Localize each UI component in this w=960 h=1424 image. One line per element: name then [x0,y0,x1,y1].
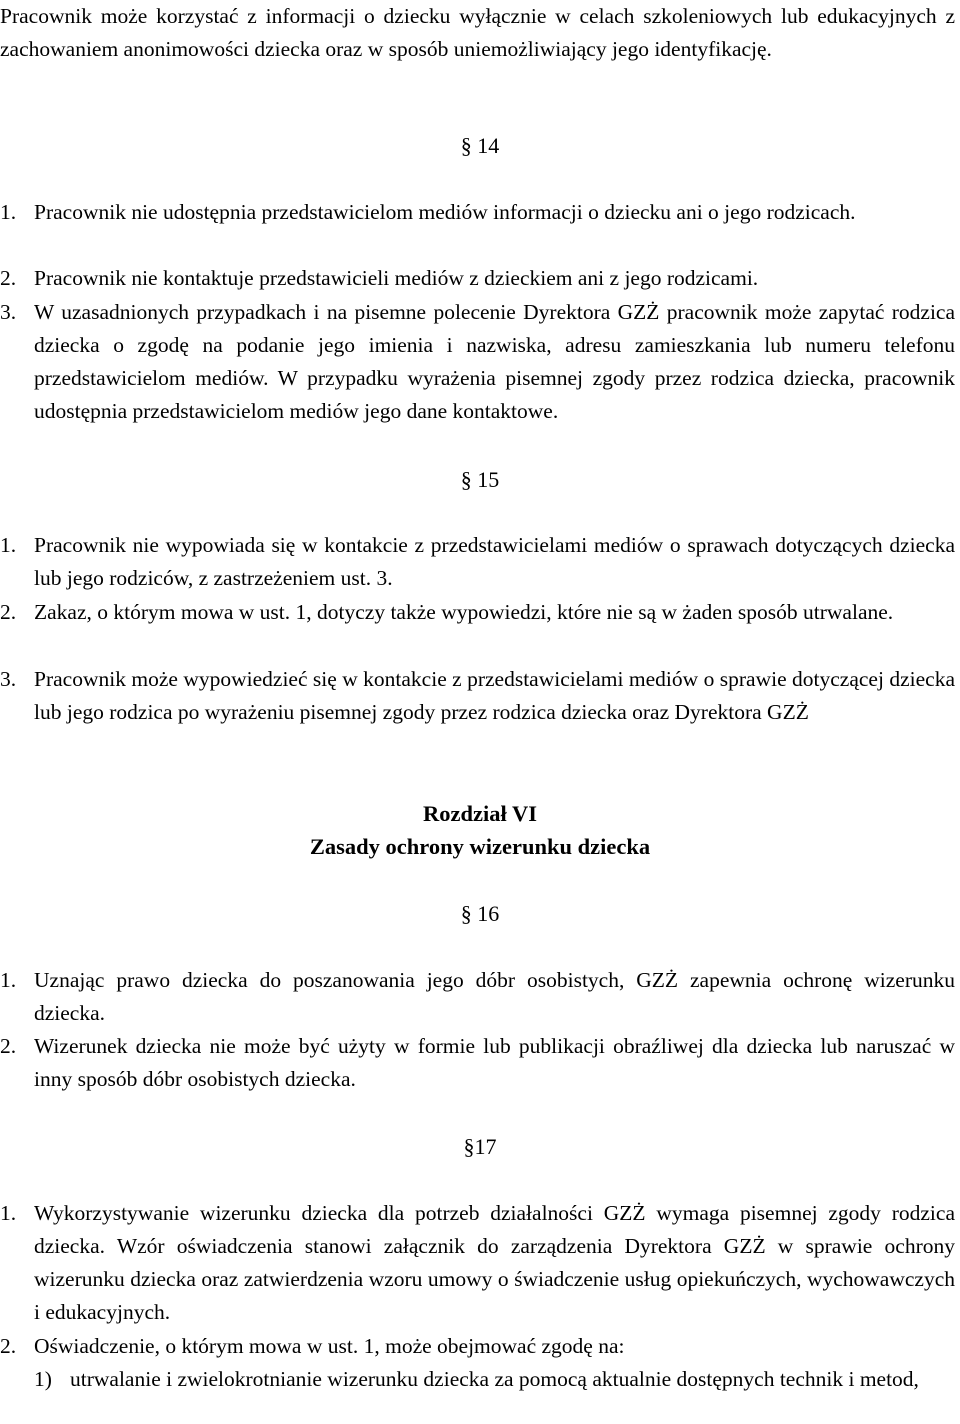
s15-item-3 [0,663,955,729]
s16-item-2 [0,1030,955,1096]
s15-item-1-text: Pracownik nie wypowiada się w kontakcie z przedstawicielami mediów o sprawach dotyczących dziecka lub jego rodziców, z zastrzeżeniem ust. 3. [34,533,955,590]
s15-item-1-label: 1. [0,533,17,557]
s17-item-1-text: Wykorzystywanie wizerunku dziecka dla potrzeb działalności GZŻ wymaga pisemnej zgody rodzica dziecka. Wzór oświadczenia stanowi załącznik do zarządzenia Dyrektora GZŻ w sprawie ochrony wizerunku dziecka oraz zatwierdzenia wzoru umowy o świadczenie usług opiekuńczych, wychowawczych i edukacyjnych. [34,1201,955,1324]
s14-item-3 [0,296,955,428]
s17-subitem-1-text: utrwalanie i zwielokrotnianie wizerunku dziecka za pomocą aktualnie dostępnych technik i metod, [70,1367,919,1391]
s15-item-2-text: Zakaz, o którym mowa w ust. 1, dotyczy także wypowiedzi, które nie są w żaden sposób utrwalane. [34,600,894,624]
s15-item-1 [0,529,955,595]
section-14-heading: § 14 [460,133,500,158]
s17-subitem-1 [0,1363,955,1396]
s14-item-3-text: W uzasadnionych przypadkach i na pisemne polecenie Dyrektora GZŻ pracownik może zapytać rodzica dziecka o zgodę na podanie jego imienia i nazwiska, adresu zamieszkania lub numeru telefonu przedstawicielom mediów. W przypadku wyrażenia pisemnej zgody przez rodzica dziecka, pracownik udostępnia przedstawicielom mediów jego dane kontaktowe. [34,300,955,423]
s15-item-2 [0,596,955,629]
s14-item-1-text: Pracownik nie udostępnia przedstawicielom mediów informacji o dziecku ani o jego rodzicach. [34,200,856,224]
s14-item-1-label: 1. [0,200,17,224]
s14-item-2 [0,262,955,295]
section-17-heading: §17 [463,1134,497,1159]
s17-item-2-label: 2. [0,1334,17,1358]
s15-item-3-text: Pracownik może wypowiedzieć się w kontakcie z przedstawicielami mediów o sprawie dotyczącej dziecka lub jego rodzica po wyrażeniu pisemnej zgody przez rodzica dziecka oraz Dyrektora GZŻ [34,667,955,724]
section-15-heading: § 15 [460,467,500,492]
intro-paragraph: Pracownik może korzystać z informacji o dziecku wyłącznie w celach szkoleniowych lub edukacyjnych z zachowaniem anonimowości dziecka oraz w sposób uniemożliwiający jego identyfikację. [0,4,955,61]
s16-item-1-text: Uznając prawo dziecka do poszanowania jego dóbr osobistych, GZŻ zapewnia ochronę wizerunku dziecka. [34,968,955,1025]
s17-item-2 [0,1330,955,1363]
s17-item-1-label: 1. [0,1201,17,1225]
s15-item-3-label: 3. [0,667,17,691]
s16-item-2-text: Wizerunek dziecka nie może być użyty w formie lub publikacji obraźliwej dla dziecka lub naruszać w inny sposób dóbr osobistych dziecka. [34,1034,955,1091]
s16-item-2-label: 2. [0,1034,17,1058]
section-16-heading: § 16 [460,901,500,926]
s16-item-1 [0,964,955,1030]
chapter-number: Rozdział VI [423,801,537,826]
s17-item-2-text: Oświadczenie, o którym mowa w ust. 1, może obejmować zgodę na: [34,1334,625,1358]
s15-item-2-label: 2. [0,600,17,624]
s14-item-2-label: 2. [0,266,17,290]
s17-subitem-1-label: 1) [34,1367,52,1391]
s14-item-1 [0,196,955,229]
s14-item-3-label: 3. [0,300,17,324]
s16-item-1-label: 1. [0,968,17,992]
chapter-title: Zasady ochrony wizerunku dziecka [309,834,651,859]
s17-item-1 [0,1197,955,1329]
s14-item-2-text: Pracownik nie kontaktuje przedstawicieli mediów z dzieckiem ani z jego rodzicami. [34,266,759,290]
